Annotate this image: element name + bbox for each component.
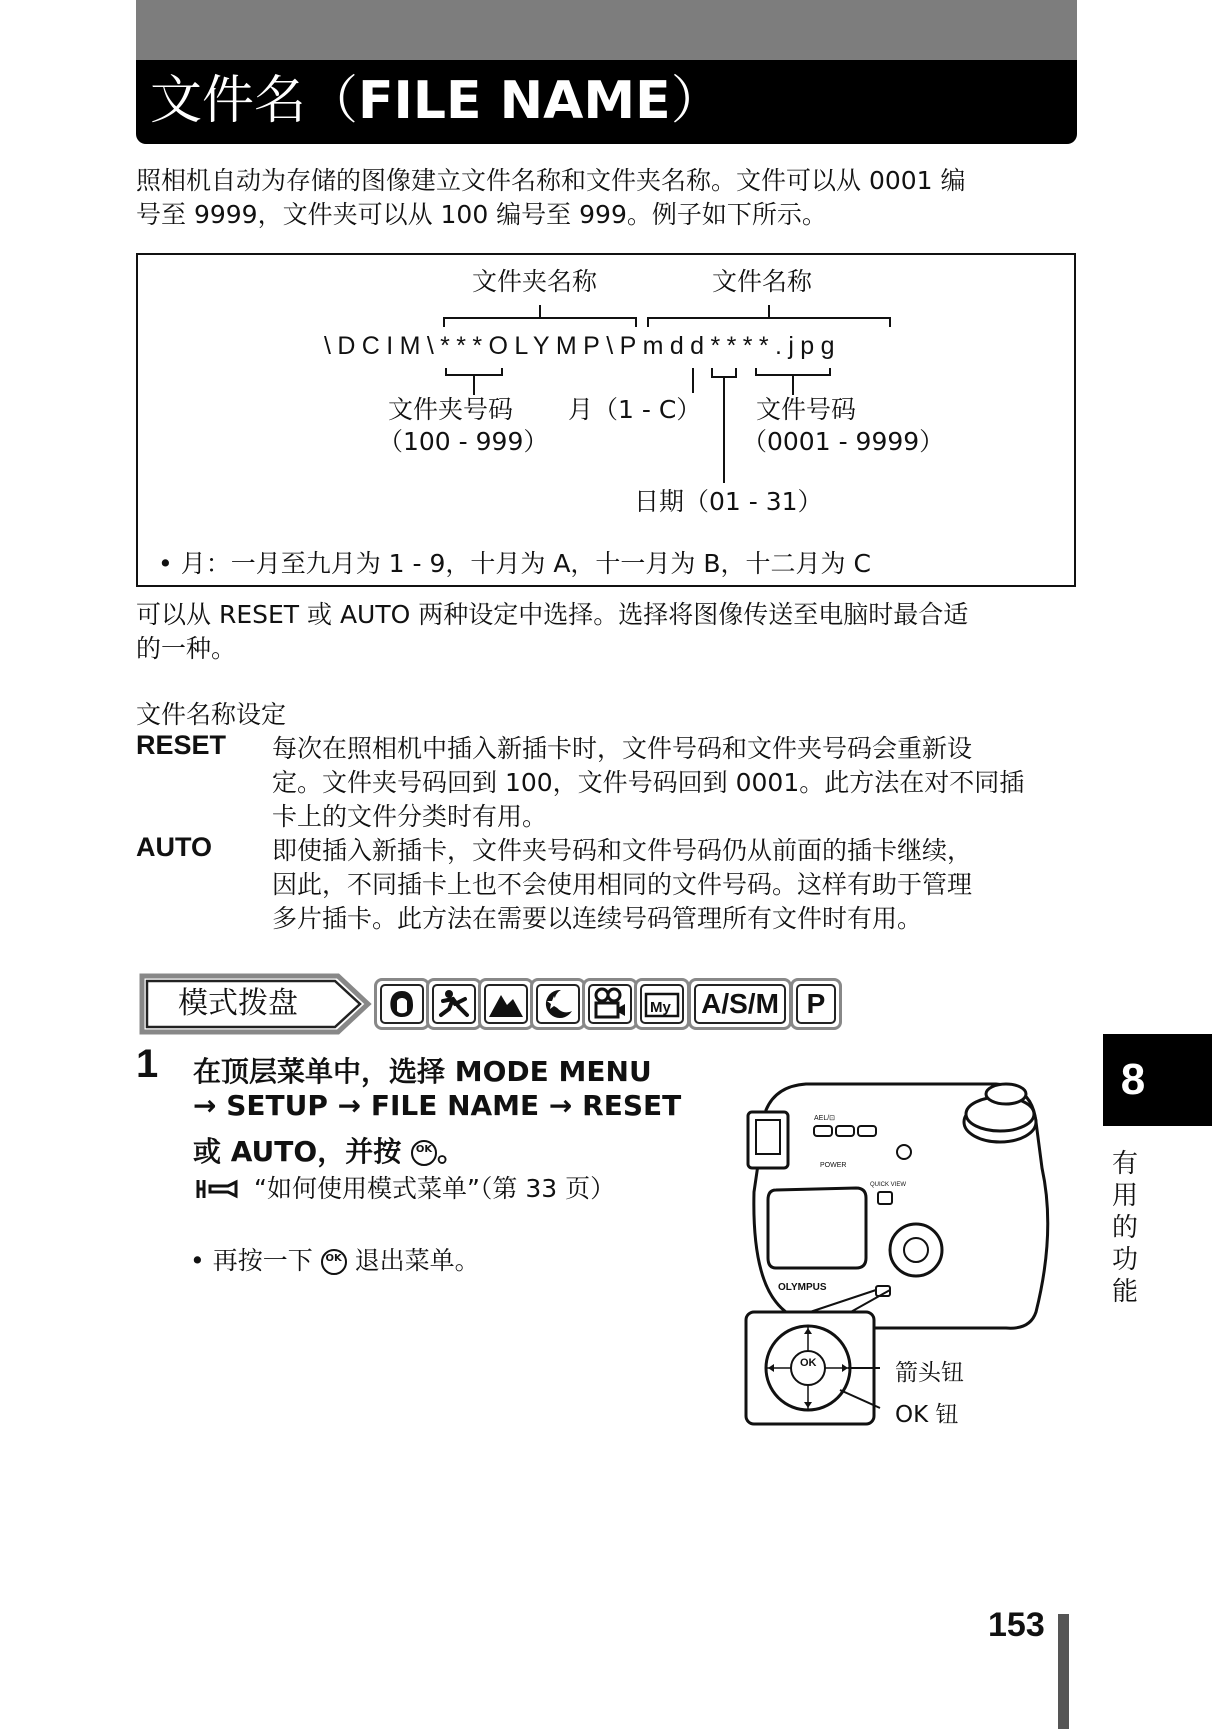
settings-heading: 文件名称设定 [136,700,287,729]
intro-line-2: 号至 9999，文件夹可以从 100 编号至 999。例子如下所示。 [136,200,827,229]
auto-line-1: 即使插入新插卡，文件夹号码和文件号码仍从前面的插卡继续， [272,836,973,865]
portrait-icon [374,978,430,1030]
choose-line-1: 可以从 RESET 或 AUTO 两种设定中选择。选择将图像传送至电脑时最合适 [136,600,969,629]
sports-icon [426,978,482,1030]
file-name-diagram [136,253,1076,587]
reset-line-3: 卡上的文件分类时有用。 [272,802,548,831]
reset-line-2: 定。文件夹号码回到 100，文件号码回到 0001。此方法在对不同插 [272,768,1025,797]
camera-illustration [736,1072,1076,1444]
exit-note: • 再按一下 OK 退出菜单。 [190,1246,480,1275]
folder-number-range: （100 - 999） [378,427,549,456]
step-line-1: 在顶层菜单中，选择 MODE MENU [193,1055,652,1088]
ok-button-icon: OK [411,1140,437,1166]
camera-brand: OLYMPUS [778,1282,827,1293]
step-line-2: → SETUP → FILE NAME → RESET [193,1089,682,1122]
asm-mode: A/S/M [688,978,792,1030]
quick-view-label: QUICK VIEW [870,1182,907,1188]
reset-term: RESET [136,730,227,760]
arrow-button-label: 箭头钮 [895,1360,964,1386]
auto-term: AUTO [136,832,213,862]
month-label: 月（1 - C） [568,395,702,424]
ok-button-icon: OK [321,1249,347,1275]
header-bar [136,0,1077,60]
reference-text: “如何使用模式菜单”（第 33 页） [254,1174,616,1203]
file-number-range: （0001 - 9999） [742,427,945,456]
svg-text:OK: OK [800,1357,817,1369]
landscape-icon [478,978,534,1030]
p-mode: P [790,978,842,1030]
mode-dial-label: 模式拨盘 [178,986,298,1021]
power-label: POWER [820,1162,847,1169]
page-edge-bar [1058,1614,1069,1729]
choose-line-2: 的一种。 [136,634,237,663]
folder-name-label: 文件夹名称 [472,267,598,296]
day-label: 日期（01 - 31） [634,487,823,516]
path-example: \DCIM\***OLYMP\Pmdd****.jpg [324,332,841,360]
step-number: 1 [136,1042,159,1086]
file-name-label: 文件名称 [712,267,813,296]
ael-label: AEL/⊡ [814,1115,836,1122]
page-title: 文件名（FILE NAME） [150,71,723,131]
file-number-label: 文件号码 [756,395,857,424]
chapter-title: 有用的功能 [1111,1149,1138,1307]
auto-line-3: 多片插卡。此方法在需要以连续号码管理所有文件时有用。 [272,904,923,933]
chapter-number: 8 [1120,1055,1146,1104]
month-note: • 月：一月至九月为 1 - 9，十月为 A，十一月为 B，十二月为 C [158,549,871,578]
movie-icon [582,978,638,1030]
reset-line-1: 每次在照相机中插入新插卡时，文件号码和文件夹号码会重新设 [272,734,973,763]
auto-line-2: 因此，不同插卡上也不会使用相同的文件号码。这样有助于管理 [272,870,973,899]
step-line-3: 或 AUTO，并按 OK 。 [193,1135,465,1168]
ok-button-label: OK 钮 [895,1402,959,1428]
svg-text:My: My [650,999,671,1016]
night-scene-icon [530,978,586,1030]
my-mode-icon [634,978,690,1030]
page-number: 153 [988,1606,1045,1644]
intro-line-1: 照相机自动为存储的图像建立文件名称和文件夹名称。文件可以从 0001 编 [136,166,966,195]
folder-number-label: 文件夹号码 [388,395,514,424]
reference-icon [196,1176,240,1202]
